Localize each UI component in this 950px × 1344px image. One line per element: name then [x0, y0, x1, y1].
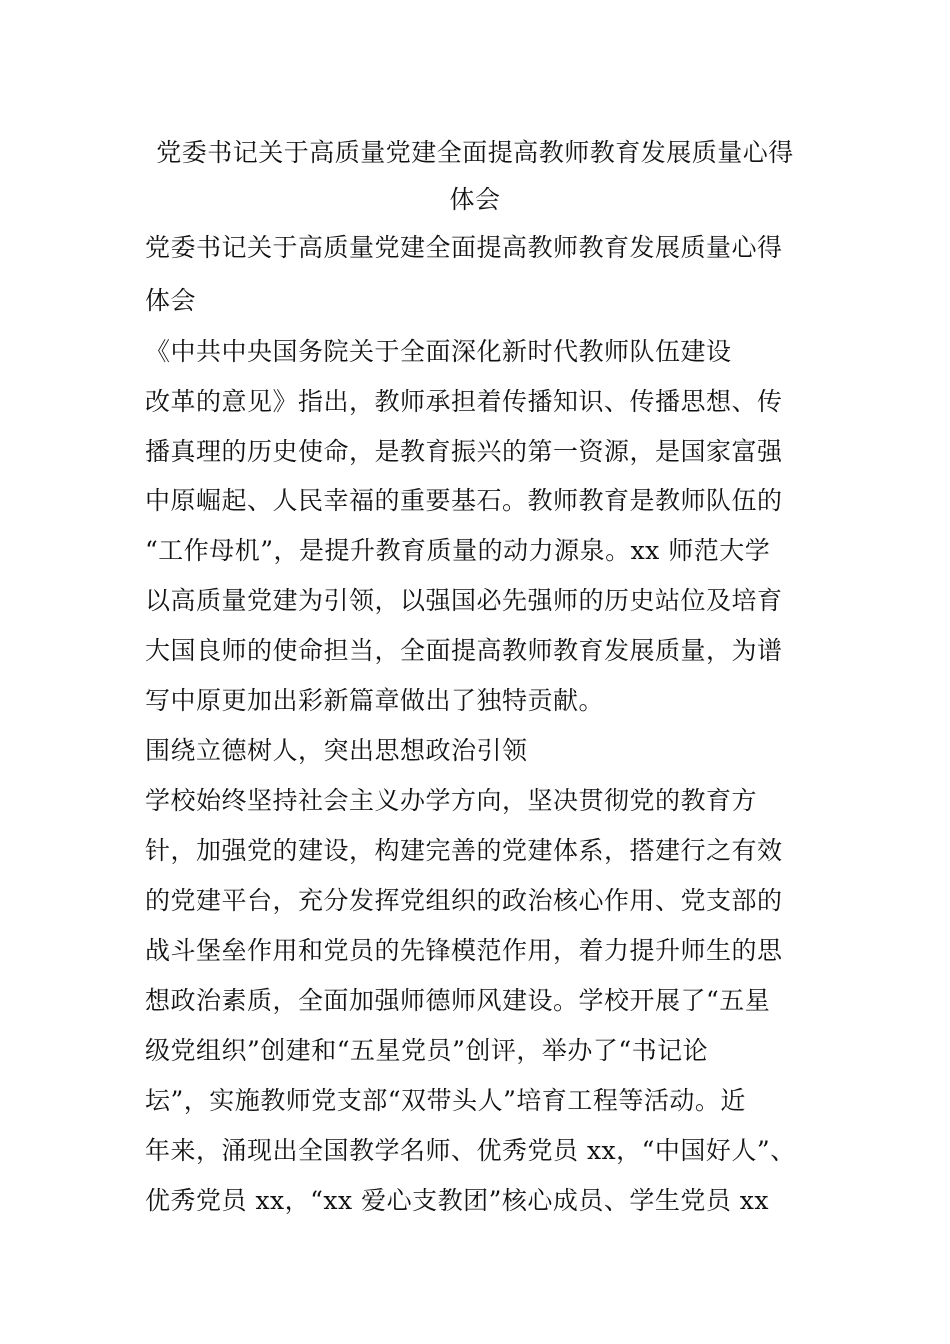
body-line: “工作母机”，是提升教育质量的动力源泉。xx 师范大学	[145, 536, 771, 565]
body-line: 坛”，实施教师党支部“双带头人”培育工程等活动。近	[145, 1086, 746, 1115]
body-line: 级党组织”创建和“五星党员”创评，举办了“书记论	[145, 1036, 709, 1065]
body-line: 以高质量党建为引领，以强国必先强师的历史站位及培育	[145, 586, 783, 615]
body-line: 想政治素质，全面加强师德师风建设。学校开展了“五星	[145, 986, 771, 1015]
body-line: 优秀党员 xx，“xx 爱心支教团”核心成员、学生党员 xx	[145, 1186, 769, 1215]
body-line: 党委书记关于高质量党建全面提高教师教育发展质量心得	[145, 233, 783, 262]
body-line: 大国良师的使命担当，全面提高教师教育发展质量，为谱	[145, 636, 783, 665]
body-line: 《中共中央国务院关于全面深化新时代教师队伍建设	[145, 337, 732, 366]
document-title-line-1: 党委书记关于高质量党建全面提高教师教育发展质量心得	[156, 138, 794, 167]
body-line: 播真理的历史使命，是教育振兴的第一资源，是国家富强	[145, 437, 783, 466]
body-line: 学校始终坚持社会主义办学方向，坚决贯彻党的教育方	[145, 786, 758, 815]
body-line: 年来，涌现出全国教学名师、优秀党员 xx，“中国好人”、	[145, 1136, 796, 1165]
body-line: 体会	[145, 286, 197, 315]
document-title-line-2: 体会	[449, 185, 501, 214]
body-line: 写中原更加出彩新篇章做出了独特贡献。	[145, 686, 605, 715]
section-heading: 围绕立德树人，突出思想政治引领	[145, 736, 528, 765]
body-line: 的党建平台，充分发挥党组织的政治核心作用、党支部的	[145, 886, 783, 915]
body-line: 中原崛起、人民幸福的重要基石。教师教育是教师队伍的	[145, 486, 783, 515]
body-line: 针，加强党的建设，构建完善的党建体系，搭建行之有效	[145, 836, 783, 865]
body-line: 战斗堡垒作用和党员的先锋模范作用，着力提升师生的思	[145, 936, 783, 965]
body-line: 改革的意见》指出，教师承担着传播知识、传播思想、传	[145, 387, 783, 416]
